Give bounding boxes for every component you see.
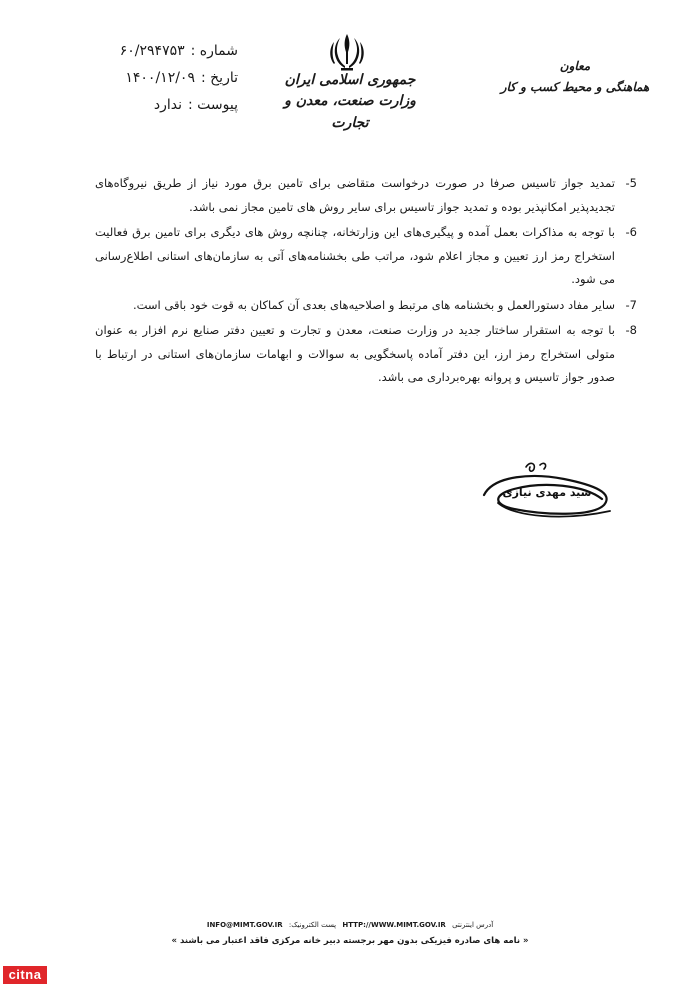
meta-date: تاریخ :۱۴۰۰/۱۲/۰۹ xyxy=(125,70,238,86)
ministry-title: وزارت صنعت، معدن و تجارت xyxy=(284,93,416,131)
item-text: با توجه به استقرار ساختار جدید در وزارت صنعت، معدن و تجارت و تعیین دفتر صنایع نرم افزار به عنوان متولی استخراج رمز ارز، این دفتر آماده پاسخگویی به سوالات و ابهامات سازمان‌های استانی در ارتباط با صدور جواز تاسیس و پروانه بهره‌برداری می باشد. xyxy=(95,323,615,384)
deputy-office xyxy=(500,56,650,98)
list-item xyxy=(95,294,637,318)
letter-footer xyxy=(150,918,550,950)
footer-contacts xyxy=(150,918,550,932)
email-label: پست الکترونیک: xyxy=(288,921,337,929)
item-number: -7 xyxy=(625,297,637,312)
signatory-name: سید مهدی نیازی xyxy=(502,486,592,499)
meta-attachment: پیوست :ندارد xyxy=(153,97,238,113)
meta-number: شماره :۶۰/۲۹۴۷۵۳ xyxy=(119,43,238,59)
item-text: سایر مفاد دستورالعمل و بخشنامه های مرتبط و اصلاحیه‌های بعدی آن کماکان به قوت خود باقی است. xyxy=(132,297,615,312)
list-item xyxy=(95,221,637,292)
list-item xyxy=(95,319,637,390)
letter-meta xyxy=(68,38,238,119)
deputy-office-name: هماهنگی و محیط کسب و کار xyxy=(500,80,650,94)
web-label: آدرس اینترنتی xyxy=(452,921,494,929)
letter-body xyxy=(95,172,637,392)
item-text: تمدید جواز تاسیس صرفا در صورت درخواست متقاضی برای تامین برق مورد نیاز از طریق نیروگاه‌های تجدیدپذیر امکانپذیر بوده و تمدید جواز تاسیس برای سایر روش های تامین مجاز نمی باشد. xyxy=(95,176,615,214)
item-text: با توجه به مذاکرات بعمل آمده و پیگیری‌های این وزارتخانه، چنانچه روش های دیگری برای تامین برق فعالیت استخراج رمز ارز تعیین و مجاز اعلام شود، مراتب طی بخشنامه‌های آتی به سازمان‌های استانی اطلاع‌رسانی می شود. xyxy=(95,225,615,286)
citna-logo: citna xyxy=(3,966,47,984)
list-item xyxy=(95,172,637,219)
item-number: -6 xyxy=(625,225,637,239)
republic-title: جمهوری اسلامی ایران xyxy=(284,72,416,88)
deputy-title: معاون xyxy=(559,59,591,73)
email-address[interactable]: INFO@MIMT.GOV.IR xyxy=(206,921,283,929)
header-titles xyxy=(270,70,430,134)
item-number: -8 xyxy=(625,323,637,337)
footer-notice: « نامه های صادره فیزیکی بدون مهر برجسته دبیر خانه مرکزی فاقد اعتبار می باشند » xyxy=(171,936,529,946)
item-number: -5 xyxy=(625,176,637,190)
web-address[interactable]: HTTP://WWW.MIMT.GOV.IR xyxy=(342,921,446,929)
